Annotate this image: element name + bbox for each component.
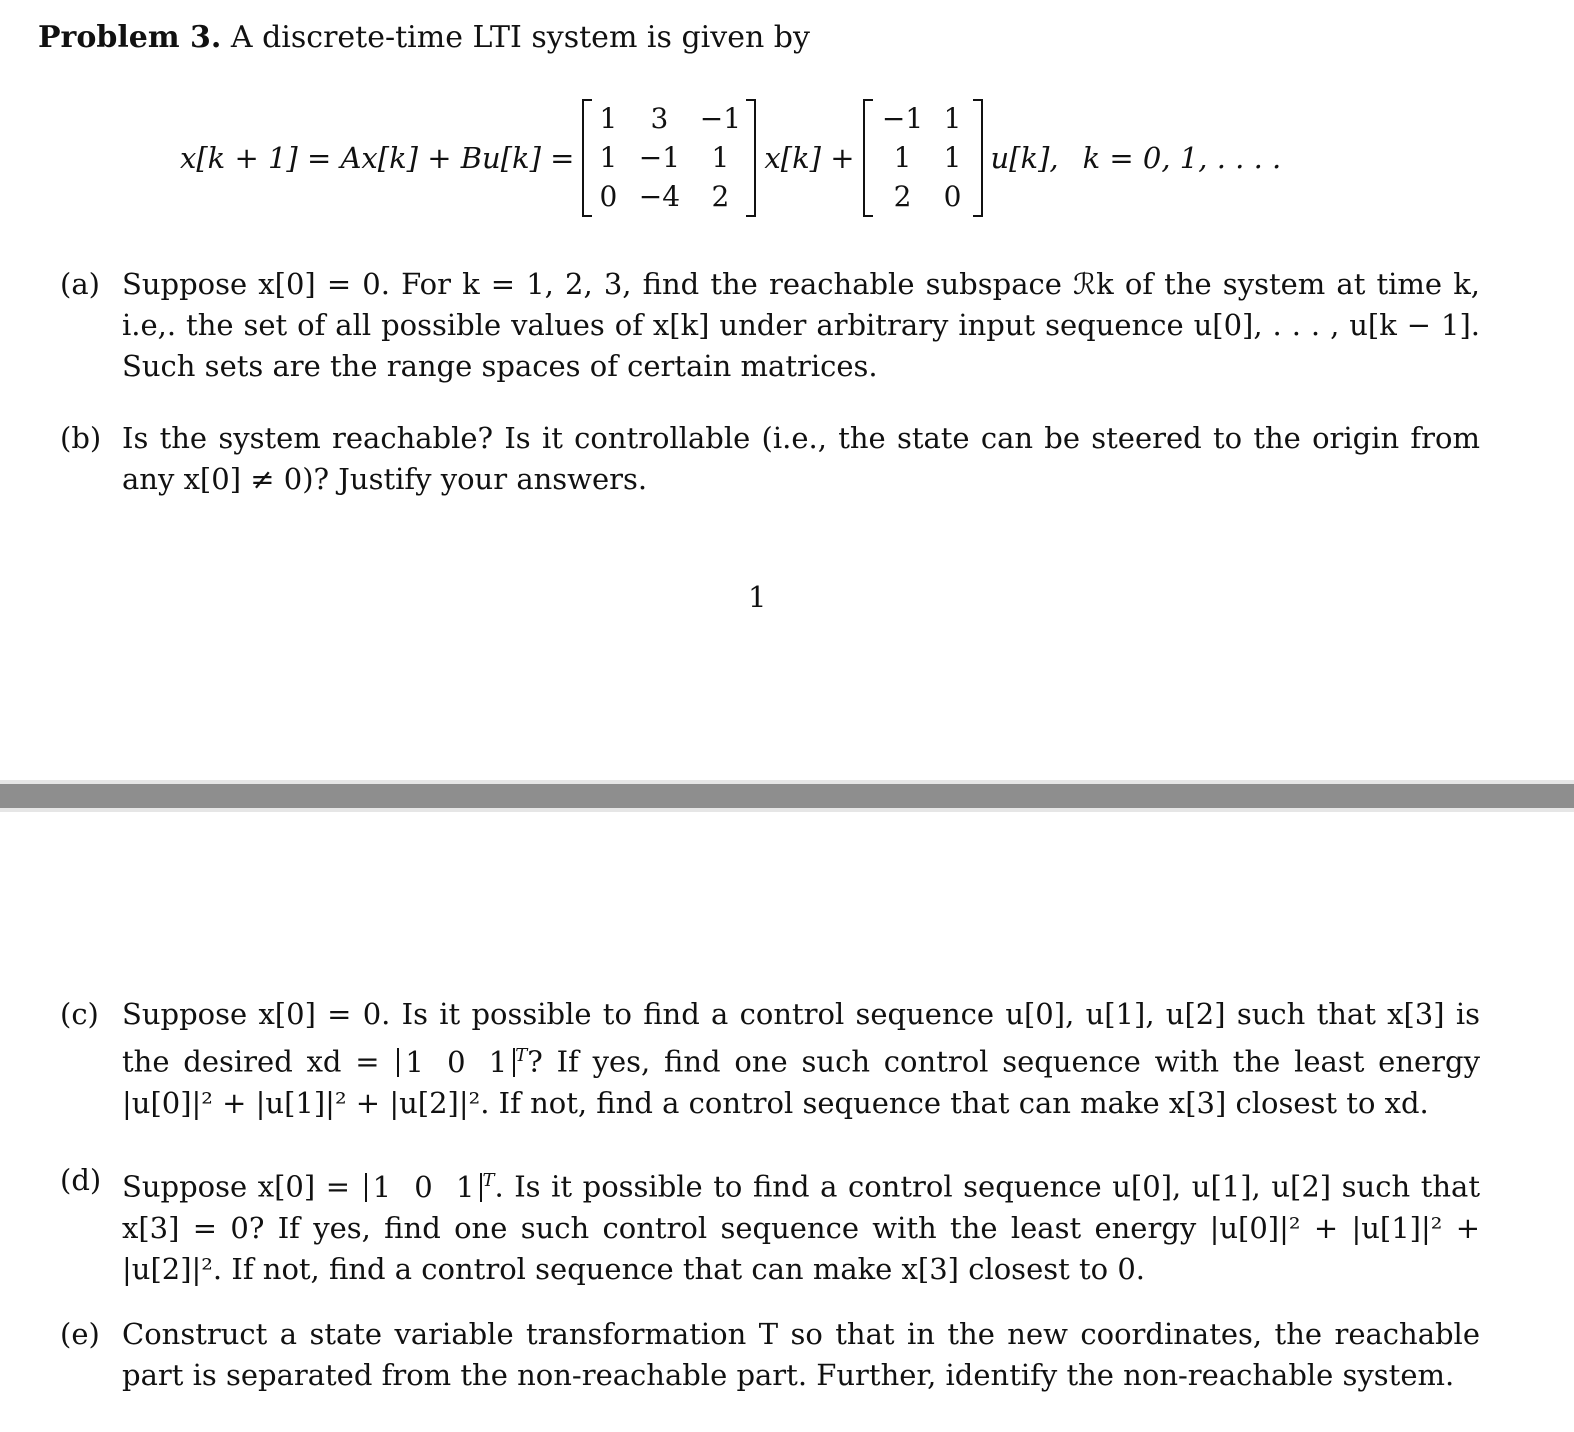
part-b (60, 418, 1480, 500)
initial-state-vector: 1 0 1 (365, 1173, 483, 1202)
matrix-b-cell: 1 (943, 140, 962, 174)
part-a (60, 264, 1480, 387)
part-a-text: Suppose x[0] = 0. For k = 1, 2, 3, find the reachable subspace ℛk of the system at time k, i.e,. the set of all possible values of x[k] under arbitrary input sequence u[0], . . . , u[k − 1]. Such sets are the range spaces of certain matrices. (122, 267, 1480, 383)
part-b-label: (b) (60, 421, 102, 455)
part-c-label: (c) (60, 997, 99, 1031)
part-b-text: Is the system reachable? Is it controllable (i.e., the state can be steered to the origin from any x[0] ≠ 0)? Justify your answers. (122, 421, 1480, 496)
matrix-a-cell: −4 (638, 180, 681, 214)
part-c (60, 994, 1480, 1124)
matrix-a-cell: −1 (699, 101, 742, 135)
matrix-b-cell: −1 (881, 101, 924, 135)
part-d-pre: Suppose x[0] = (122, 1169, 351, 1204)
part-e-text: Construct a state variable transformation T so that in the new coordinates, the reachable part is separated from the non-reachable part. Further, identify the non-reachable system. (122, 1317, 1480, 1392)
equation-tail: u[k], (990, 141, 1059, 175)
part-c-post: ? If yes, find one such control sequence with the least energy |u[0]|² + |u[1]|² + |u[2]|². If not, find a control sequence that can make x[3] closest to xd. (122, 1044, 1480, 1120)
part-d (60, 1160, 1480, 1290)
desired-state-vector: 1 0 1 (397, 1048, 515, 1077)
matrix-a-cell: 1 (599, 140, 618, 174)
problem-title: Problem 3. (38, 20, 222, 55)
matrix-b-cell: 2 (893, 180, 912, 214)
part-e-label: (e) (60, 1317, 100, 1351)
part-e (60, 1314, 1480, 1396)
matrix-a-cell: −1 (638, 140, 681, 174)
part-d-text (122, 1160, 1480, 1290)
part-a-label: (a) (60, 267, 100, 301)
matrix-b-cell: 0 (943, 180, 962, 214)
part-d-label: (d) (60, 1163, 102, 1197)
problem-intro: A discrete-time LTI system is given by (230, 20, 810, 55)
equation-index: k = 0, 1, . . . . (1082, 141, 1282, 175)
state-equation (180, 96, 1281, 220)
matrix-b-cell: 1 (943, 101, 962, 135)
transpose-mark: T (515, 1045, 528, 1066)
transpose-mark: T (482, 1170, 495, 1191)
matrix-b-cell: 1 (893, 140, 912, 174)
matrix-a-cell: 2 (711, 180, 730, 214)
matrix-a (582, 99, 756, 217)
page-number: 1 (748, 580, 767, 614)
page-bottom (0, 812, 1574, 1432)
matrix-a-cell: 1 (599, 101, 618, 135)
matrix-b (863, 99, 983, 217)
part-c-pre: Suppose x[0] = 0. Is it possible to find a control sequence u[0], u[1], u[2] such that x[3] is the desired xd = (122, 997, 1480, 1079)
matrix-a-cell: 1 (711, 140, 730, 174)
part-d-post: . Is it possible to find a control sequence u[0], u[1], u[2] such that x[3] = 0? If yes, find one such control sequence with the least energy |u[0]|² + |u[1]|² + |u[2]|². If not, find a control sequence that can make x[3] closest to 0. (122, 1169, 1480, 1286)
page-divider (0, 780, 1574, 812)
matrix-a-cell: 0 (599, 180, 618, 214)
part-c-text (122, 994, 1480, 1124)
problem-heading (38, 20, 810, 55)
equation-mid: x[k] + (764, 141, 855, 175)
equation-lhs: x[k + 1] = Ax[k] + Bu[k] = (180, 141, 575, 175)
matrix-a-cell: 3 (650, 101, 669, 135)
